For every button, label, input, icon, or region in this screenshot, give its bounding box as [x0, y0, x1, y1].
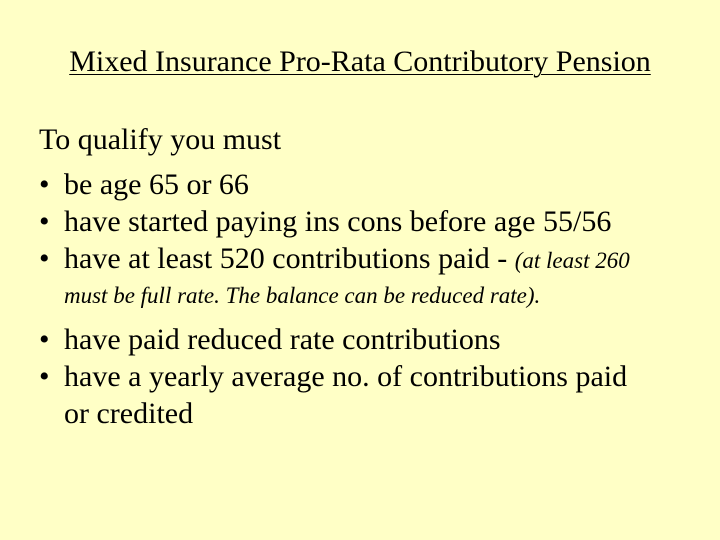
intro-text: To qualify you must	[39, 123, 282, 156]
bullet-marker: •	[39, 323, 50, 356]
list-item	[39, 240, 699, 311]
bullet-text: have at least 520 contributions paid -	[64, 242, 515, 275]
list-item	[39, 321, 699, 358]
bullet-text: have a yearly average no. of contributions paid	[64, 360, 628, 393]
bullet-marker: •	[39, 168, 50, 201]
bullet-marker: •	[39, 242, 50, 275]
list-item	[39, 358, 699, 432]
slide-title: Mixed Insurance Pro-Rata Contributory Pension	[69, 45, 651, 78]
bullet-text: have paid reduced rate contributions	[64, 323, 501, 356]
bullet-marker: •	[39, 205, 50, 238]
bullet-note: (at least 260	[514, 248, 630, 273]
bullet-text: have started paying ins cons before age 55/56	[64, 205, 612, 238]
requirements-list	[39, 166, 699, 432]
bullet-text: be age 65 or 66	[64, 168, 249, 201]
bullet-text-continued: or credited	[64, 397, 194, 430]
bullet-note-continued: must be full rate. The balance can be reduced rate).	[64, 283, 541, 308]
bullet-marker: •	[39, 360, 50, 393]
list-item	[39, 166, 699, 203]
list-item	[39, 203, 699, 240]
